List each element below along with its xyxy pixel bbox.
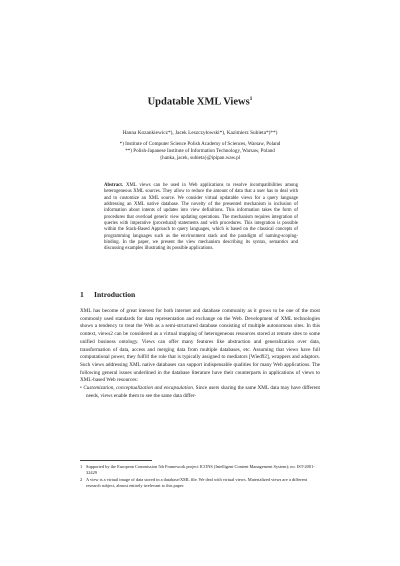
footnote-divider [80,460,152,461]
footnote-2 [80,477,320,489]
bullet-lead: Customization, conceptualization and encapsulation. [83,385,195,392]
author-emails: {hanka, jacek, subieta}@ipipan.waw.pl [159,155,241,161]
footnote-1-mark: 1 [80,464,83,469]
footnote-1 [80,464,320,476]
footnote-2-text: A view is a virtual image of data stored in a database/XML file. We deal with virtual views. Materialized views are a different research subject, almost entirely irrelevant to this paper. [86,477,307,489]
title-text: Updatable XML Views [147,96,250,108]
section-title: Introduction [94,290,136,299]
author-list: Hanna Kozankiewicz*), Jacek Leszczyłowski*), Kazimierz Subieta*)**) [122,130,278,136]
body-text [80,308,320,401]
footnote-1-text: Supported by the European Commission 5th Framework project ICONS (Intelligent Content Management System); no. IST-2001-32429 [86,464,315,476]
affiliation-1: *) Institute of Computer Science Polish Academy of Sciences, Warsaw, Poland [119,141,281,147]
title-footnote-mark: 1 [249,96,253,102]
intro-paragraph: XML has become of great interest for both internet and database community as it grows to be one of the most commonly used standards for data representation and exchange on the Web. Development of XML technologies shows a tendency to treat the Web as a semi-structured database consisting of multiple autonomous sites. In this context, views2 can be considered as a virtual mapping of heterogeneous resources stored at remote sites to some unified business ontology. Views can offer many features like abstraction and generalization over data, transformation of data, access and merging data from multiple databases, etc. Assuming that views have full computational power, they fulfill the role that is typically assigned to mediators [Wied92], wrappers and adaptors. Such views addressing XML native databases can support indispensable qualities for many Web applications. The following general issues underlined in the database literature have their counterparts in applications of views to XML-based Web resources: [80,308,320,384]
bullet-item: • Customization, conceptualization and encapsulation. Since users sharing the same XML data may have different needs, views enable them to see the same data differ- [80,385,320,399]
section-number: 1 [80,290,84,299]
affiliation-2: **) Polish-Japanese Institute of Information Technology, Warsaw, Poland [125,148,275,154]
abstract [104,183,298,253]
footnote-2-mark: 2 [80,477,83,482]
paper-title [0,96,400,108]
abstract-label: Abstract. [104,183,124,188]
bullet-text: Since users sharing the same XML data may have different needs, views enable them to see the same data differ- [86,385,320,399]
section-heading [80,290,135,299]
abstract-text: XML views can be used in Web applications to resolve incompatibilities among heterogeneous XML sources. They allow to reduce the amount of data that a user has to deal with and to customize an XML source. We consider virtual updatable views for a query language addressing an XML native database. The novelty of the presented mechanism is inclusion of information about intents of updates into view definitions. This information takes the form of procedures that overload generic view updating operations. The mechanism requires integration of queries with imperative (procedural) statements and with procedures. This integration is possible within the Stack-Based Approach to query languages, which is based on the classical concepts of programming languages such as the environment stack and the paradigm of naming-scoping-binding. In the paper, we present the view mechanism describing its syntax, semantics and discussing examples illustrating its possible applications. [104,183,299,252]
